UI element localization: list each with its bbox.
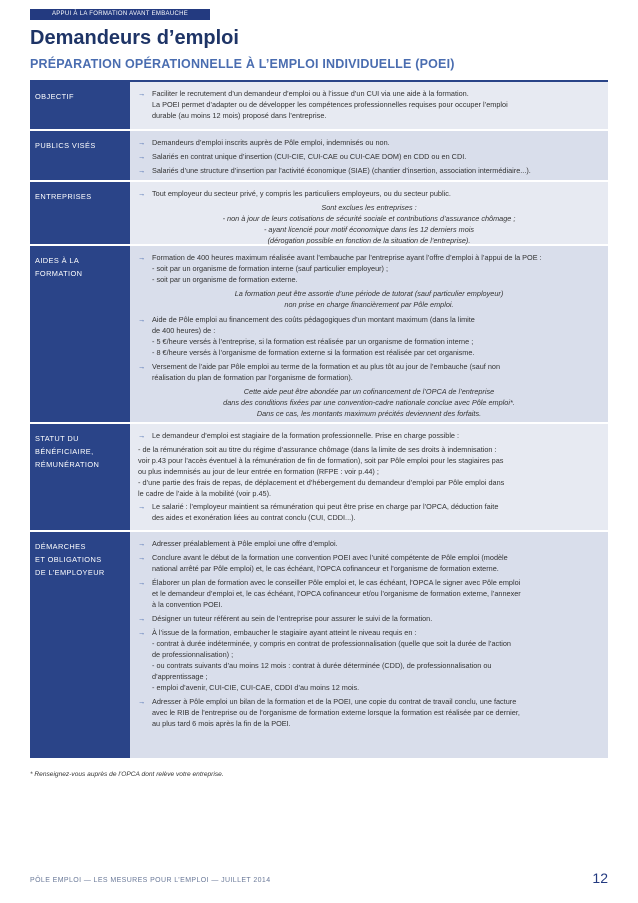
- label-line: ET OBLIGATIONS: [35, 555, 102, 564]
- bullet-text-cont: de 400 heures) de :: [152, 326, 216, 335]
- bullet-text: À l’issue de la formation, embaucher le stagiaire ayant atteint le niveau requis en :: [152, 628, 417, 637]
- italic-note: [138, 202, 600, 246]
- bullet-text: Conclure avant le début de la formation une convention POEI avec l’unité compétente de Pôle emploi (modèle: [152, 553, 508, 562]
- bullet-item: [138, 252, 600, 285]
- bullet-text: Le demandeur d’emploi est stagiaire de la formation professionnelle. Prise en charge possible :: [152, 431, 460, 440]
- bullet-text-cont: - soit par un organisme de formation interne (sauf particulier employeur) ;: [152, 264, 389, 273]
- bullet-text-cont: - contrat à durée indéterminée, y compris en contrat de professionnalisation (quelle que soit la durée de l’action: [152, 639, 511, 648]
- bullet-text: Salariés en contrat unique d’insertion (CUI-CIE, CUI-CAE ou CUI-CAE DOM) en CDD ou en CDI.: [152, 152, 467, 161]
- paragraph-line: - de la rémunération soit au titre du régime d’assurance chômage (dans la limite de ses droits à indemnisation :: [138, 445, 497, 454]
- bullet-text: Salariés d’une structure d’insertion par l’activité économique (SIAE) (chantier d’insertion, association intermédiaire...).: [152, 166, 531, 175]
- arrow-right-icon: →: [138, 362, 146, 371]
- label-line: RÉMUNÉRATION: [35, 460, 100, 469]
- bullet-text: Adresser préalablement à Pôle emploi une offre d’emploi.: [152, 539, 338, 548]
- bullet-text-cont: - 5 €/heure versés à l’entreprise, si la formation est réalisée par un organisme de formation interne ;: [152, 337, 474, 346]
- bullet-text-cont: des aides et exonération liées au contrat conclu (CUI, CDDI...).: [152, 513, 356, 522]
- bullet-text-cont: avec le RIB de l’entreprise ou de l’organisme de formation externe lorsque la formation est réalisée par ce dernier,: [152, 708, 520, 717]
- bullet-item: [138, 627, 600, 693]
- note-line: Sont exclues les entreprises :: [321, 203, 417, 212]
- arrow-right-icon: →: [138, 152, 146, 161]
- row-content-objectif: [130, 82, 608, 129]
- section-tag: APPUI À LA FORMATION AVANT EMBAUCHE: [30, 9, 210, 20]
- bullet-text: Aide de Pôle emploi au financement des coûts pédagogiques d’un montant maximum (dans la limite: [152, 315, 475, 324]
- bullet-item: [138, 137, 600, 148]
- bullet-text-cont: La POEI permet d’adapter ou de développer les compétences professionnelles requises pour occuper l’emploi: [152, 100, 508, 109]
- row-aides: [30, 246, 608, 424]
- paragraph-line: - d’une partie des frais de repas, de déplacement et d’hébergement du demandeur d’emploi par Pôle emploi dans: [138, 478, 505, 487]
- label-line: STATUT DU: [35, 434, 79, 443]
- bullet-text-cont: - emploi d’avenir, CUI-CIE, CUI-CAE, CDDI d’au moins 12 mois.: [152, 683, 360, 692]
- page-number: 12: [592, 870, 608, 886]
- row-label-statut: [30, 424, 130, 530]
- bullet-text: Formation de 400 heures maximum réalisée avant l’embauche par l’entreprise ayant l’offre d’emploi à l’appui de la POE :: [152, 253, 542, 262]
- page-footer: PÔLE EMPLOI — LES MESURES POUR L’EMPLOI — JUILLET 2014: [30, 877, 271, 884]
- bullet-text-cont: et le demandeur d’emploi et, le cas échéant, l’OPCA cofinanceur et/ou l’organisme de formation externe, l’annexer: [152, 589, 521, 598]
- arrow-right-icon: →: [138, 553, 146, 562]
- row-label-aides: [30, 246, 130, 422]
- bullet-text-cont: national arrêté par Pôle emploi) et, le cas échéant, l’OPCA cofinanceur et l’organisme de formation externe.: [152, 564, 499, 573]
- bullet-text-cont: à la convention POEI.: [152, 600, 223, 609]
- bullet-item: [138, 88, 600, 121]
- note-line: (dérogation possible en fonction de la situation de l’entreprise).: [267, 236, 471, 245]
- row-label-entreprises: ENTREPRISES: [30, 182, 130, 244]
- bullet-text: Tout employeur du secteur privé, y compris les particuliers employeurs, ou du secteur public.: [152, 189, 451, 198]
- page-title: Demandeurs d’emploi: [30, 27, 239, 49]
- page-subtitle: PRÉPARATION OPÉRATIONNELLE À L’EMPLOI INDIVIDUELLE (POEI): [30, 57, 455, 71]
- note-line: dans des conditions fixées par une convention-cadre nationale conclue avec Pôle emploi*.: [223, 398, 515, 407]
- arrow-right-icon: →: [138, 628, 146, 637]
- arrow-right-icon: →: [138, 253, 146, 262]
- arrow-right-icon: →: [138, 138, 146, 147]
- paragraph-line: le cadre de l’aide à la mobilité (voir p.45).: [138, 489, 272, 498]
- paragraph-line: ou plus indemnisés au jour de leur entrée en formation (RFPE : voir p.44) ;: [138, 467, 379, 476]
- bullet-item: [138, 361, 600, 383]
- row-content-aides: [130, 246, 608, 422]
- note-line: Cette aide peut être abondée par un cofinancement de l’OPCA de l’entreprise: [243, 387, 495, 396]
- arrow-right-icon: →: [138, 431, 146, 440]
- bullet-text: Adresser à Pôle emploi un bilan de la formation et de la POEI, une copie du contrat de travail conclu, une facture: [152, 697, 517, 706]
- arrow-right-icon: →: [138, 189, 146, 198]
- arrow-right-icon: →: [138, 89, 146, 98]
- arrow-right-icon: →: [138, 614, 146, 623]
- statut-paragraph: [138, 444, 600, 499]
- arrow-right-icon: →: [138, 166, 146, 175]
- row-content-entreprises: [130, 182, 608, 244]
- bullet-item: [138, 696, 600, 729]
- row-label-objectif: OBJECTIF: [30, 82, 130, 129]
- note-line: - ayant licencié pour motif économique dans les 12 derniers mois: [263, 225, 475, 234]
- italic-note: [138, 288, 600, 310]
- bullet-text: Élaborer un plan de formation avec le conseiller Pôle emploi et, le cas échéant, l’OPCA le signer avec Pôle emploi: [152, 578, 521, 587]
- row-content-publics: [130, 131, 608, 180]
- footnote: * Renseignez-vous auprès de l’OPCA dont relève votre entreprise.: [30, 771, 224, 778]
- bullet-text-cont: d’apprentissage ;: [152, 672, 208, 681]
- arrow-right-icon: →: [138, 315, 146, 324]
- arrow-right-icon: →: [138, 697, 146, 706]
- bullet-item: [138, 430, 600, 441]
- label-line: DE L’EMPLOYEUR: [35, 568, 105, 577]
- bullet-item: [138, 165, 600, 176]
- bullet-text: Le salarié : l’employeur maintient sa rémunération qui peut être prise en charge par l’OPCA, déduction faite: [152, 502, 499, 511]
- bullet-item: [138, 151, 600, 162]
- note-line: non prise en charge financièrement par Pôle emploi.: [284, 300, 454, 309]
- bullet-text-cont: - 8 €/heure versés à l’organisme de formation externe si la formation est réalisée par cet organisme.: [152, 348, 475, 357]
- paragraph-line: voir p.43 pour l’accès éventuel à la rémunération de fin de formation), soit par Pôle emploi pour les stagiaires pas: [138, 456, 504, 465]
- bullet-text: Demandeurs d’emploi inscrits auprès de Pôle emploi, indemnisés ou non.: [152, 138, 390, 147]
- bullet-item: [138, 538, 600, 549]
- bullet-text-cont: réalisation du plan de formation par l’organisme de formation).: [152, 373, 353, 382]
- label-line: BÉNÉFICIAIRE,: [35, 447, 94, 456]
- bullet-item: [138, 188, 600, 199]
- arrow-right-icon: →: [138, 539, 146, 548]
- row-demarches: [30, 532, 608, 760]
- row-content-statut: [130, 424, 608, 530]
- bullet-item: [138, 613, 600, 624]
- bullet-item: [138, 501, 600, 523]
- note-line: Dans ce cas, les montants maximum précités deviennent des forfaits.: [256, 409, 482, 418]
- bullet-item: [138, 552, 600, 574]
- row-statut: [30, 424, 608, 532]
- note-line: La formation peut être assortie d’une période de tutorat (sauf particulier employeur): [234, 289, 504, 298]
- row-publics: [30, 131, 608, 182]
- arrow-right-icon: →: [138, 502, 146, 511]
- bullet-text: Désigner un tuteur référent au sein de l’entreprise pour assurer le suivi de la formation.: [152, 614, 433, 623]
- bullet-text-cont: - soit par un organisme de formation externe.: [152, 275, 298, 284]
- row-label-publics: PUBLICS VISÉS: [30, 131, 130, 180]
- bullet-text-cont: - ou contrats suivants d’au moins 12 mois : contrat à durée déterminée (CDD), de professionnalisation ou: [152, 661, 492, 670]
- bullet-text-cont: au plus tard 6 mois après la fin de la POEI.: [152, 719, 291, 728]
- label-line: FORMATION: [35, 269, 83, 278]
- bullet-text-cont: durable (au moins 12 mois) proposé dans l’entreprise.: [152, 111, 327, 120]
- label-line: DÉMARCHES: [35, 542, 86, 551]
- arrow-right-icon: →: [138, 578, 146, 587]
- label-line: AIDES À LA: [35, 256, 80, 265]
- bullet-text: Versement de l’aide par Pôle emploi au terme de la formation et au plus tôt au jour de l’embauche (sauf non: [152, 362, 501, 371]
- bullet-text: Faciliter le recrutement d’un demandeur d’emploi ou à l’issue d’un CUI via une aide à la formation.: [152, 89, 469, 98]
- row-content-demarches: [130, 532, 608, 758]
- row-objectif: [30, 82, 608, 131]
- row-entreprises: [30, 182, 608, 246]
- poei-table: [30, 80, 608, 760]
- bullet-item: [138, 314, 600, 358]
- note-line: - non à jour de leurs cotisations de sécurité sociale et contributions d’assurance chômage ;: [222, 214, 516, 223]
- bullet-text-cont: de professionnalisation) ;: [152, 650, 234, 659]
- italic-note: [138, 386, 600, 419]
- bullet-item: [138, 577, 600, 610]
- row-label-demarches: [30, 532, 130, 758]
